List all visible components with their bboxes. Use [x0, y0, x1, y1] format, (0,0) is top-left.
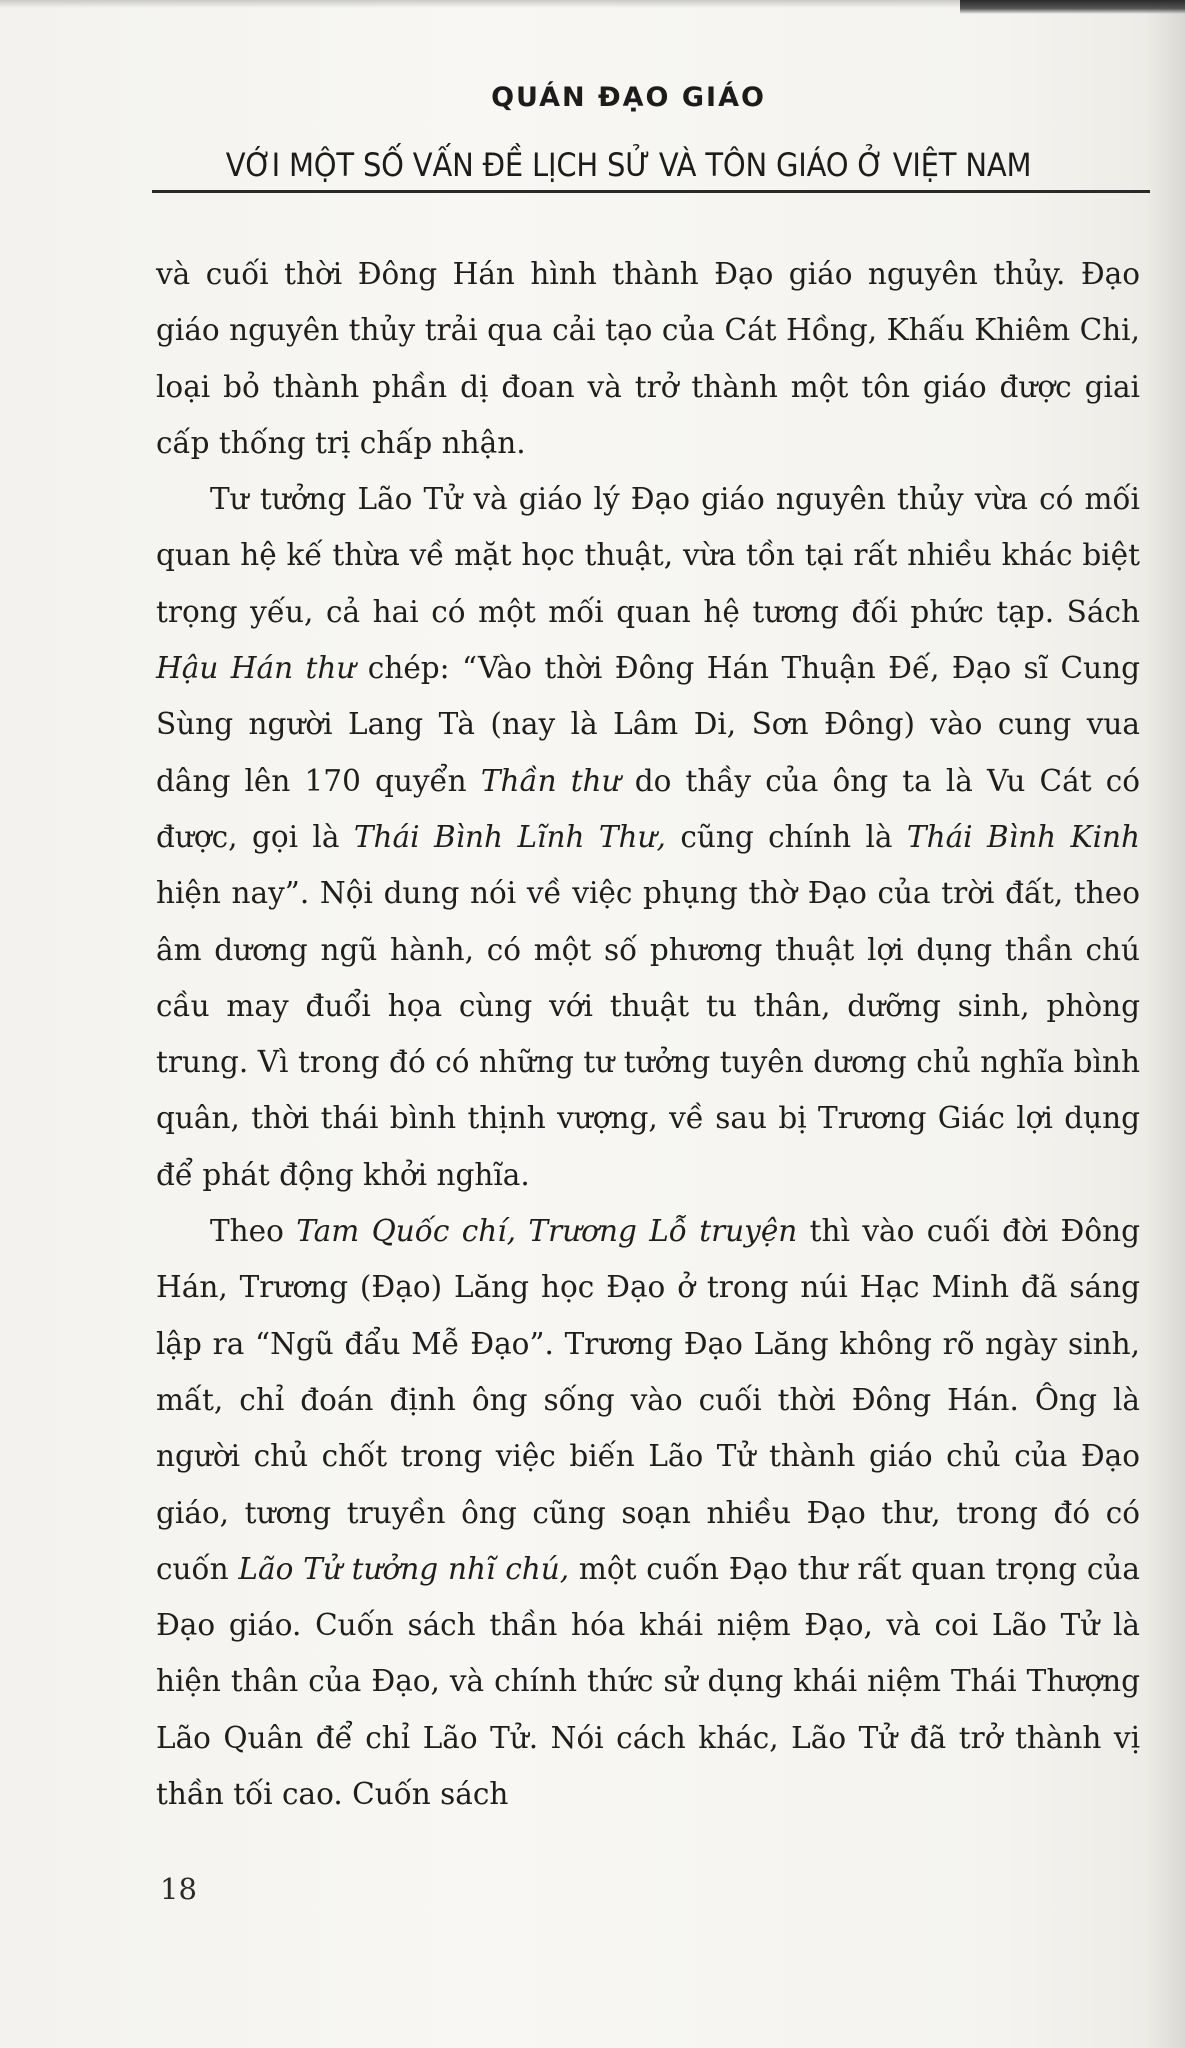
- page-top-edge: [0, 0, 960, 8]
- page-edge-shadow: [1145, 0, 1185, 2048]
- header-divider: [152, 190, 1150, 193]
- paragraph: [156, 1203, 1140, 1822]
- paragraph-text: do thầy của ông ta là Vu Cát có được, gọi là: [156, 763, 1140, 854]
- body-text: [156, 246, 1140, 1822]
- running-header-subtitle: VỚI MỘT SỐ VẤN ĐỀ LỊCH SỬ VÀ TÔN GIÁO Ở VIỆT NAM: [225, 146, 1032, 184]
- page-number: 18: [160, 1872, 197, 1906]
- running-header-title: QUÁN ĐẠO GIÁO: [491, 82, 766, 113]
- italic-title-text: Thần thư: [480, 763, 621, 798]
- italic-title-text: Thái Bình Kinh: [906, 819, 1140, 854]
- paragraph-text: thì vào cuối đời Đông Hán, Trương (Đạo) Lăng học Đạo ở trong núi Hạc Minh đã sáng lập ra “Ngũ đẩu Mễ Đạo”. Trương Đạo Lăng không rõ ngày sinh, mất, chỉ đoán định ông sống vào cuối thời Đông Hán. Ông là người chủ chốt trong việc biến Lão Tử thành giáo chủ của Đạo giáo, tương truyền ông cũng soạn nhiều Đạo thư, trong đó có cuốn: [156, 1214, 1140, 1586]
- paragraph-text: Tư tưởng Lão Tử và giáo lý Đạo giáo nguyên thủy vừa có mối quan hệ kế thừa về mặt học thuật, vừa tồn tại rất nhiều khác biệt trọng yếu, cả hai có một mối quan hệ tương đối phức tạp. Sách: [156, 482, 1140, 629]
- italic-title-text: Lão Tử tưởng nhĩ chú,: [238, 1551, 570, 1586]
- paragraph-text: hiện nay”. Nội dung nói về việc phụng thờ Đạo của trời đất, theo âm dương ngũ hành, có một số phương thuật lợi dụng thần chú cầu may đuổi họa cùng với thuật tu thân, dưỡng sinh, phòng trung. Vì trong đó có những tư tưởng tuyên dương chủ nghĩa bình quân, thời thái bình thịnh vượng, về sau bị Trương Giác lợi dụng để phát động khởi nghĩa.: [156, 876, 1140, 1192]
- paragraph: [156, 246, 1140, 471]
- paragraph-text: một cuốn Đạo thư rất quan trọng của Đạo giáo. Cuốn sách thần hóa khái niệm Đạo, và coi Lão Tử là hiện thân của Đạo, và chính thức sử dụng khái niệm Thái Thượng Lão Quân để chỉ Lão Tử. Nói cách khác, Lão Tử đã trở thành vị thần tối cao. Cuốn sách: [156, 1551, 1140, 1812]
- italic-title-text: Tam Quốc chí, Trương Lỗ truyện: [296, 1214, 798, 1249]
- italic-title-text: Hậu Hán thư: [156, 651, 356, 686]
- paragraph-text: chép: “Vào thời Đông Hán Thuận Đế, Đạo sĩ Cung Sùng người Lang Tà (nay là Lâm Di, Sơn Đông) vào cung vua dâng lên 170 quyển: [156, 651, 1140, 798]
- paragraph: [156, 471, 1140, 1203]
- paragraph-text: Theo: [210, 1214, 297, 1249]
- paragraph-text: và cuối thời Đông Hán hình thành Đạo giáo nguyên thủy. Đạo giáo nguyên thủy trải qua cải tạo của Cát Hồng, Khấu Khiêm Chi, loại bỏ thành phần dị đoan và trở thành một tôn giáo được giai cấp thống trị chấp nhận.: [156, 257, 1140, 460]
- paragraph-text: cũng chính là: [665, 819, 907, 854]
- italic-title-text: Thái Bình Lĩnh Thư,: [353, 819, 666, 854]
